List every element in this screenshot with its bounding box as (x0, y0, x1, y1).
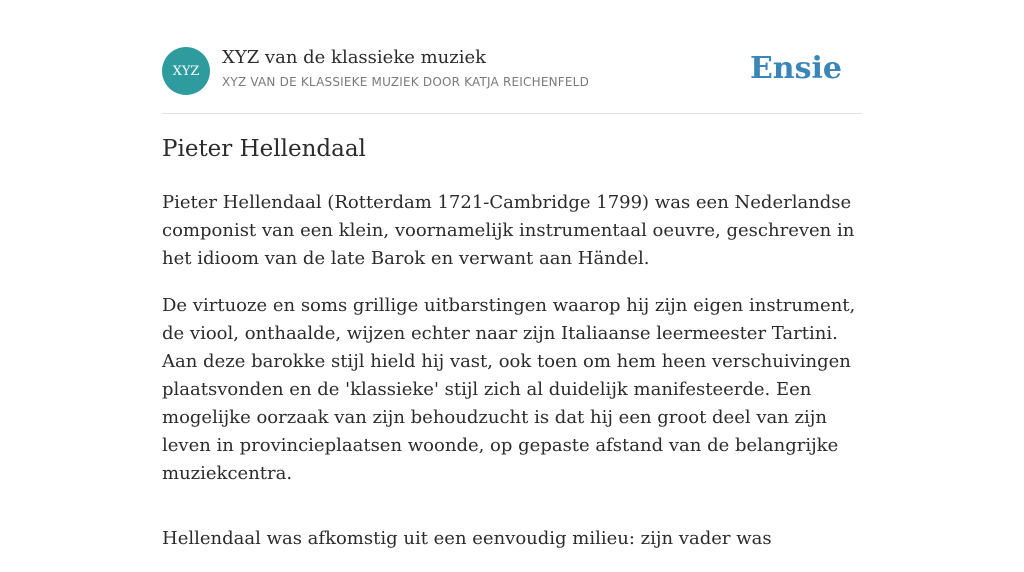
entry-content (162, 189, 862, 572)
entry-title: Pieter Hellendaal (162, 136, 366, 162)
book-header (162, 47, 862, 95)
book-title[interactable]: XYZ van de klassieke muziek (222, 47, 487, 68)
entry-paragraph-3: Hellendaal was afkomstig uit een eenvoudig milieu: zijn vader was (162, 528, 772, 549)
book-avatar[interactable]: XYZ (162, 47, 210, 95)
ensie-logo-link[interactable]: Ensie (749, 51, 842, 86)
entry-paragraph-2: De virtuoze en soms grillige uitbarstingen waarop hij zijn eigen instrument, de viool, onthaalde, wijzen echter naar zijn Italiaanse leermeester Tartini. Aan deze barokke stijl hield hij vast, ook toen om hem heen verschuivingen plaatsvonden en de 'klassieke' stijl zich al duidelijk manifesteerde. Een mogelijke oorzaak van zijn behoudzucht is dat hij een groot deel van zijn leven in provincieplaatsen woonde, op gepaste afstand van de belangrijke muziekcentra. (162, 295, 856, 484)
header-divider (162, 113, 862, 114)
book-subtitle[interactable]: XYZ VAN DE KLASSIEKE MUZIEK DOOR KATJA REICHENFELD (222, 75, 590, 89)
entry-paragraph-1: Pieter Hellendaal (Rotterdam 1721-Cambridge 1799) was een Nederlandse componist van een klein, voornamelijk instrumentaal oeuvre, geschreven in het idioom van de late Barok en verwant aan Händel. (162, 192, 855, 269)
